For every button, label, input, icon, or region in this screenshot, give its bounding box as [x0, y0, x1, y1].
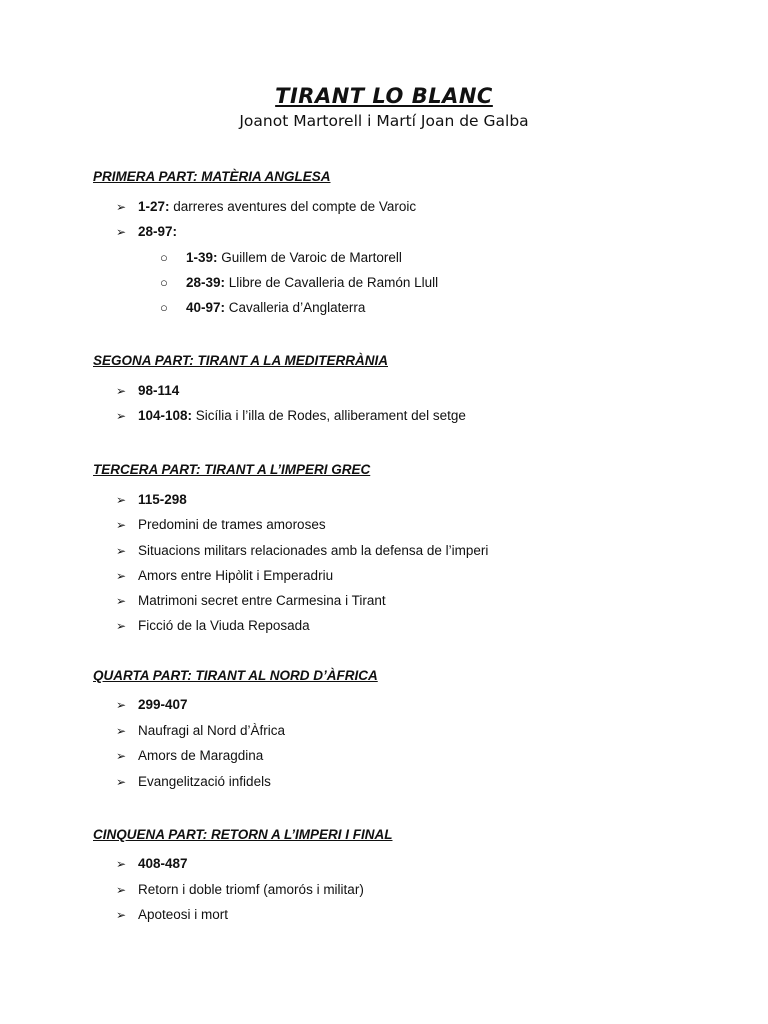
list-item: ➢ Matrimoni secret entre Carmesina i Tirant: [116, 593, 386, 608]
list-item: ➢ Amors de Maragdina: [116, 748, 264, 763]
list-item: ➢ 299-407: [116, 697, 188, 712]
arrow-bullet-icon: ➢: [116, 493, 127, 507]
list-item: ➢ Situacions militars relacionades amb la defensa de l’imperi: [116, 543, 489, 558]
document-title: TIRANT LO BLANC: [275, 84, 493, 108]
circle-bullet-icon: ○: [160, 275, 168, 290]
arrow-bullet-icon: ➢: [116, 518, 127, 532]
arrow-bullet-icon: ➢: [116, 225, 127, 239]
list-item: ➢ 104-108: Sicília i l’illa de Rodes, alliberament del setge: [116, 408, 466, 423]
arrow-bullet-icon: ➢: [116, 569, 127, 583]
section-heading-4: QUARTA PART: TIRANT AL NORD D’ÀFRICA: [93, 668, 378, 683]
sub-list-item: ○ 1-39: Guillem de Varoic de Martorell: [160, 250, 402, 265]
arrow-bullet-icon: ➢: [116, 698, 127, 712]
arrow-bullet-icon: ➢: [116, 857, 127, 871]
section-heading-3: TERCERA PART: TIRANT A L’IMPERI GREC: [93, 462, 371, 477]
list-item: ➢ Predomini de trames amoroses: [116, 517, 326, 532]
list-item: ➢ 1-27: darreres aventures del compte de Varoic: [116, 199, 417, 214]
arrow-bullet-icon: ➢: [116, 749, 127, 763]
arrow-bullet-icon: ➢: [116, 619, 127, 633]
list-item: ➢ Ficció de la Viuda Reposada: [116, 618, 310, 633]
list-item: ➢ 98-114: [116, 383, 180, 398]
arrow-bullet-icon: ➢: [116, 409, 127, 423]
arrow-bullet-icon: ➢: [116, 724, 127, 738]
list-item: ➢ Amors entre Hipòlit i Emperadriu: [116, 568, 334, 583]
section-heading-5: CINQUENA PART: RETORN A L’IMPERI I FINAL: [93, 827, 393, 842]
list-item: ➢ Evangelització infidels: [116, 774, 271, 789]
arrow-bullet-icon: ➢: [116, 384, 127, 398]
section-heading-1: PRIMERA PART: MATÈRIA ANGLESA: [93, 169, 331, 184]
sub-list-item: ○ 40-97: Cavalleria d’Anglaterra: [160, 300, 366, 315]
list-item: ➢ Retorn i doble triomf (amorós i militar): [116, 882, 364, 897]
circle-bullet-icon: ○: [160, 300, 168, 315]
section-heading-2: SEGONA PART: TIRANT A LA MEDITERRÀNIA: [93, 353, 388, 368]
sub-list-item: ○ 28-39: Llibre de Cavalleria de Ramón Llull: [160, 275, 439, 290]
list-item: ➢ 408-487: [116, 856, 188, 871]
arrow-bullet-icon: ➢: [116, 908, 127, 922]
list-item: ➢ 28-97:: [116, 224, 178, 239]
arrow-bullet-icon: ➢: [116, 594, 127, 608]
document-authors: Joanot Martorell i Martí Joan de Galba: [239, 112, 529, 130]
arrow-bullet-icon: ➢: [116, 775, 127, 789]
list-item: ➢ 115-298: [116, 492, 187, 507]
arrow-bullet-icon: ➢: [116, 544, 127, 558]
circle-bullet-icon: ○: [160, 250, 168, 265]
arrow-bullet-icon: ➢: [116, 883, 127, 897]
list-item: ➢ Naufragi al Nord d’Àfrica: [116, 723, 286, 738]
arrow-bullet-icon: ➢: [116, 200, 127, 214]
list-item: ➢ Apoteosi i mort: [116, 907, 229, 922]
